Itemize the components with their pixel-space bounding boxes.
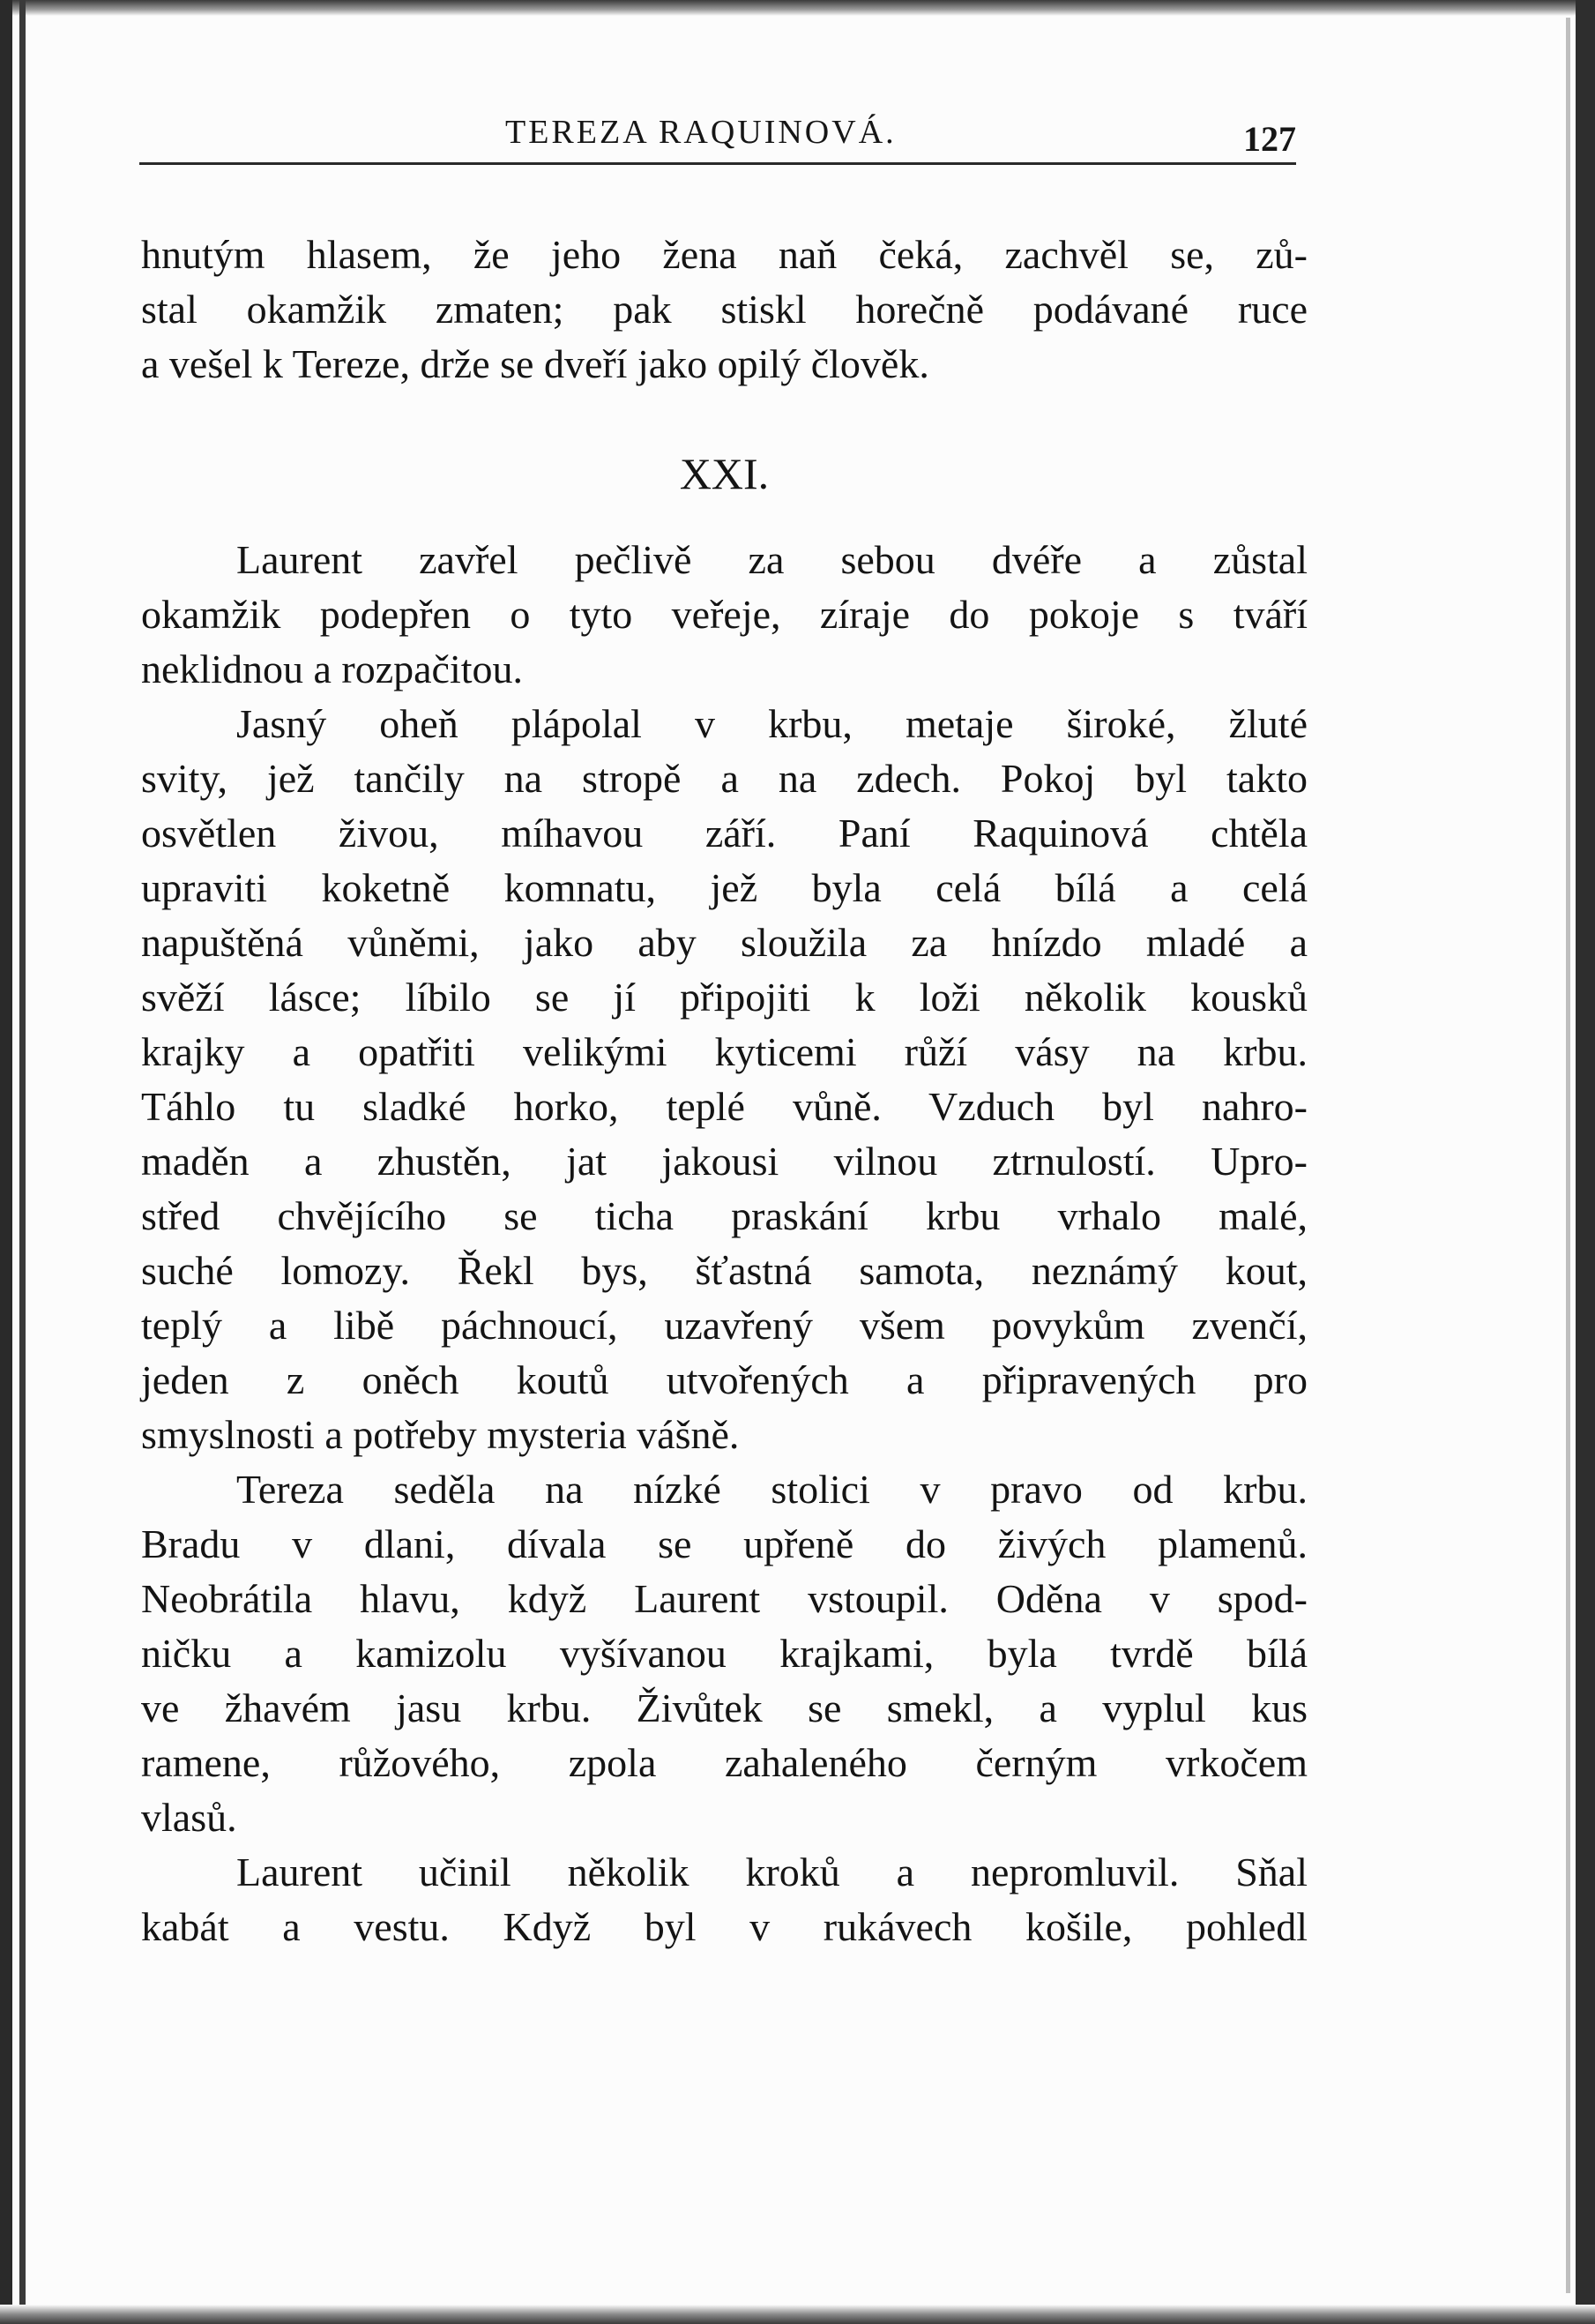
text-line: Táhlo tu sladké horko, teplé vůně. Vzduch byl nahro- (141, 1084, 1308, 1129)
text-line: Bradu v dlani, dívala se upřeně do živých plamenů. (141, 1521, 1308, 1566)
text-line: střed chvějícího se ticha praskání krbu vrhalo malé, (141, 1193, 1308, 1238)
text-line: napuštěná vůněmi, jako aby sloužila za hnízdo mladé a (141, 920, 1308, 965)
text-line: a vešel k Tereze, drže se dveří jako opilý člověk. (141, 341, 929, 386)
text-line: Neobrátila hlavu, když Laurent vstoupil. Oděna v spod- (141, 1576, 1308, 1621)
text-line: Laurent zavřel pečlivě za sebou dvéře a zůstal (236, 537, 1308, 582)
text-line: ramene, růžového, zpola zahaleného černým vrkočem (141, 1740, 1308, 1785)
text-line: hnutým hlasem, že jeho žena naň čeká, zachvěl se, zů- (141, 232, 1308, 277)
text-line: vlasů. (141, 1795, 237, 1840)
text-line: ve žhavém jasu krbu. Živůtek se smekl, a vyplul kus (141, 1685, 1308, 1730)
page-number: 127 (1243, 119, 1296, 159)
chapter-heading: XXI. (679, 449, 770, 498)
header-rule (139, 162, 1296, 165)
text-line: osvětlen živou, míhavou září. Paní Raquinová chtěla (141, 811, 1308, 856)
text-line: okamžik podepřen o tyto veřeje, zíraje do pokoje s tváří (141, 592, 1308, 637)
text-line: kabát a vestu. Když byl v rukávech košile, pohledl (141, 1904, 1308, 1949)
text-line: Jasný oheň plápolal v krbu, metaje široké, žluté (236, 701, 1308, 746)
text-line: jeden z oněch koutů utvořených a připravených pro (141, 1357, 1308, 1402)
text-line: ničku a kamizolu vyšívanou krajkami, byla tvrdě bílá (141, 1631, 1308, 1676)
scan-right-shadow (1566, 18, 1570, 2293)
text-line: Laurent učinil několik kroků a nepromluvil. Sňal (236, 1849, 1308, 1894)
page-header (139, 106, 1296, 169)
scan-bottom-edge (0, 2305, 1595, 2324)
text-line: svěží lásce; líbilo se jí připojiti k loži několik kousků (141, 975, 1308, 1020)
text-line: neklidnou a rozpačitou. (141, 646, 524, 691)
text-line: stal okamžik zmaten; pak stiskl horečně podávané ruce (141, 287, 1308, 332)
scan-right-edge (1576, 0, 1595, 2324)
text-line: smyslnosti a potřeby mysteria vášně. (141, 1412, 740, 1457)
scan-left-edge (0, 0, 12, 2324)
text-line: svity, jež tančily na stropě a na zdech. Pokoj byl takto (141, 756, 1308, 801)
text-line: upraviti koketně komnatu, jež byla celá bílá a celá (141, 865, 1308, 910)
text-line: teplý a libě páchnoucí, uzavřený všem povykům zvenčí, (141, 1303, 1308, 1348)
text-line: krajky a opatřiti velikými kyticemi růží vásy na krbu. (141, 1029, 1308, 1074)
scan-left-gutter-line (19, 0, 26, 2324)
body-text (141, 228, 1308, 1954)
text-line: Tereza seděla na nízké stolici v pravo od krbu. (236, 1467, 1308, 1512)
running-title: TEREZA RAQUINOVÁ. (505, 114, 897, 151)
scan-top-edge (0, 0, 1595, 16)
text-line: maděn a zhustěn, jat jakousi vilnou ztrnulostí. Upro- (141, 1139, 1308, 1184)
text-line: suché lomozy. Řekl bys, šťastná samota, neznámý kout, (141, 1248, 1308, 1293)
